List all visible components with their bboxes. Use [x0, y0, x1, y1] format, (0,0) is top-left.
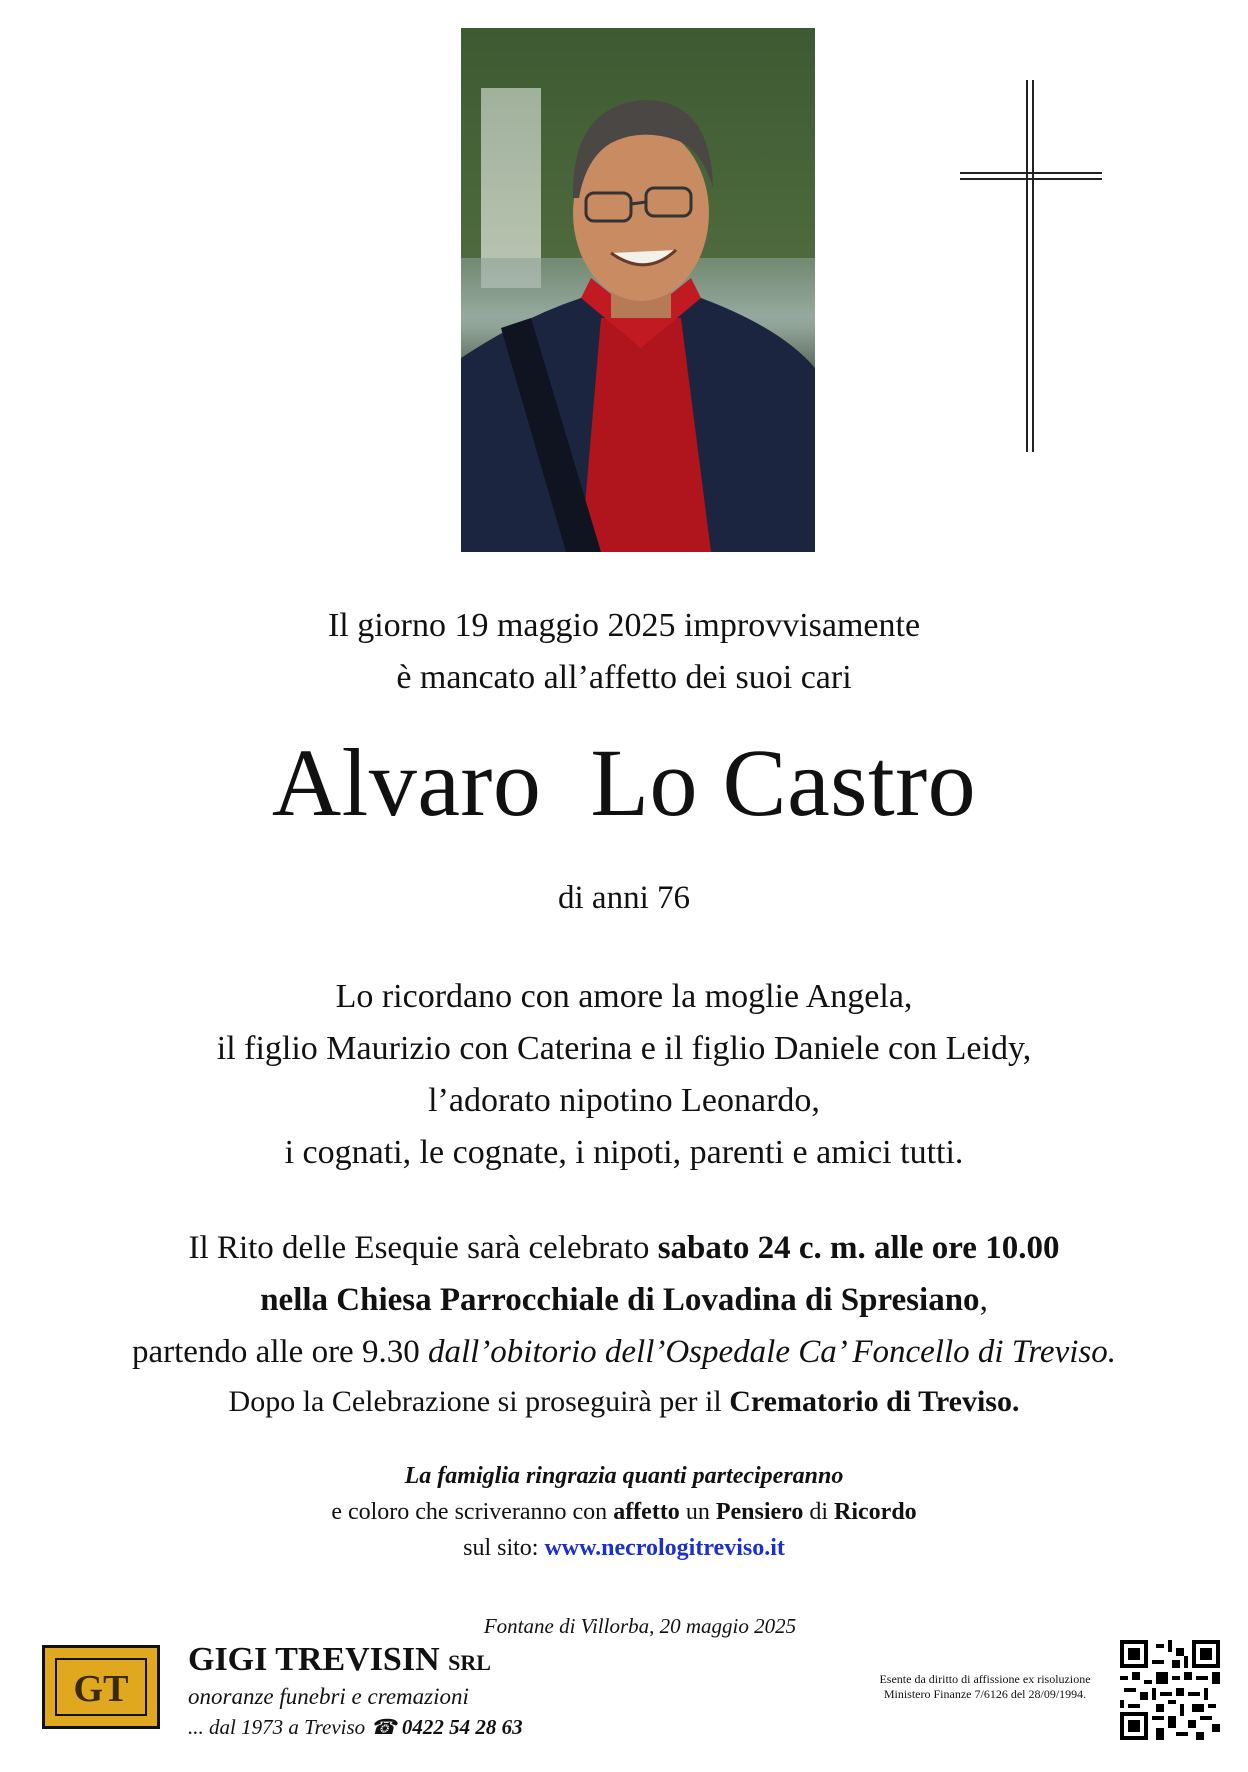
departure-time: partendo alle ore 9.30: [131, 1334, 428, 1370]
family-mourners: [0, 971, 1248, 1179]
telephone-icon: ☎: [370, 1715, 397, 1739]
departure-place: dall’obitorio dell’Ospedale Ca’ Foncello di Treviso.: [427, 1334, 1116, 1370]
funeral-line-2: [0, 1274, 1248, 1326]
intro-line-2: è mancato all’affetto dei suoi cari: [396, 659, 852, 696]
announcement-intro: [0, 600, 1248, 704]
cremation-intro: Dopo la Celebrazione si proseguirà per il: [228, 1385, 730, 1418]
funeral-line-3: [0, 1326, 1248, 1378]
funeral-church: nella Chiesa Parrocchiale di Lovadina di Spresiano: [260, 1282, 980, 1318]
family-line-2: il figlio Maurizio con Caterina e il figlio Daniele con Leidy,: [216, 1030, 1032, 1067]
funeral-comma: ,: [979, 1282, 988, 1318]
cremation-note: [0, 1382, 1248, 1422]
site-label: sul sito:: [463, 1535, 545, 1561]
family-line-3: l’adorato nipotino Leonardo,: [428, 1082, 820, 1119]
portrait-image: [461, 28, 815, 552]
deceased-name: Alvaro Lo Castro: [271, 729, 977, 836]
tax-exemption-note: [860, 1672, 1110, 1702]
since-text: ... dal 1973 a Treviso: [188, 1715, 366, 1739]
family-line-4: i cognati, le cognate, i nipoti, parenti e amici tutti.: [284, 1134, 964, 1171]
exempt-line-2: Ministero Finanze 7/6126 del 28/09/1994.: [883, 1687, 1087, 1701]
thanks-affetto: affetto: [613, 1499, 680, 1525]
phone-number[interactable]: 0422 54 28 63: [401, 1715, 523, 1739]
thanks-text-e: di: [803, 1499, 835, 1525]
thanks-text-c: un: [679, 1499, 716, 1525]
thanks-block: [0, 1458, 1248, 1566]
funeral-datetime: sabato 24 c. m. alle ore 10.00: [657, 1230, 1060, 1266]
crematorium-name: Crematorio di Treviso.: [729, 1385, 1020, 1418]
company-title: GIGI TREVISIN: [188, 1641, 440, 1678]
funeral-line-1: [0, 1222, 1248, 1274]
company-name: [188, 1640, 491, 1683]
thanks-line-1: [0, 1458, 1248, 1494]
exempt-line-1: Esente da diritto di affissione ex risoluzione: [879, 1672, 1091, 1686]
intro-line-1: Il giorno 19 maggio 2025 improvvisamente: [327, 607, 921, 644]
qr-code-icon[interactable]: [1120, 1640, 1220, 1740]
place-date: Fontane di Villorba, 20 maggio 2025: [483, 1614, 797, 1638]
thanks-pensiero: Pensiero: [715, 1499, 804, 1525]
thanks-ricordo: Ricordo: [834, 1499, 917, 1525]
logo-monogram: GT: [55, 1658, 147, 1716]
thanks-line-3: [0, 1530, 1248, 1566]
portrait-photo: [461, 28, 815, 552]
cross-icon: [960, 80, 1102, 452]
thanks-text-a: e coloro che scriveranno con: [331, 1499, 614, 1525]
deceased-age: di anni 76: [558, 880, 690, 916]
thanks-line-2: [0, 1494, 1248, 1530]
company-logo: [42, 1645, 160, 1729]
thanks-heading: La famiglia ringrazia quanti parteciperanno: [404, 1463, 844, 1489]
funeral-intro-text: Il Rito delle Esequie sarà celebrato: [188, 1230, 658, 1266]
website-link[interactable]: www.necrologitreviso.it: [544, 1535, 785, 1561]
company-srl: SRL: [448, 1650, 491, 1675]
company-services: onoranze funebri e cremazioni: [188, 1684, 469, 1709]
company-since: [188, 1712, 523, 1742]
funeral-details: [0, 1222, 1248, 1378]
family-line-1: Lo ricordano con amore la moglie Angela,: [335, 978, 913, 1015]
